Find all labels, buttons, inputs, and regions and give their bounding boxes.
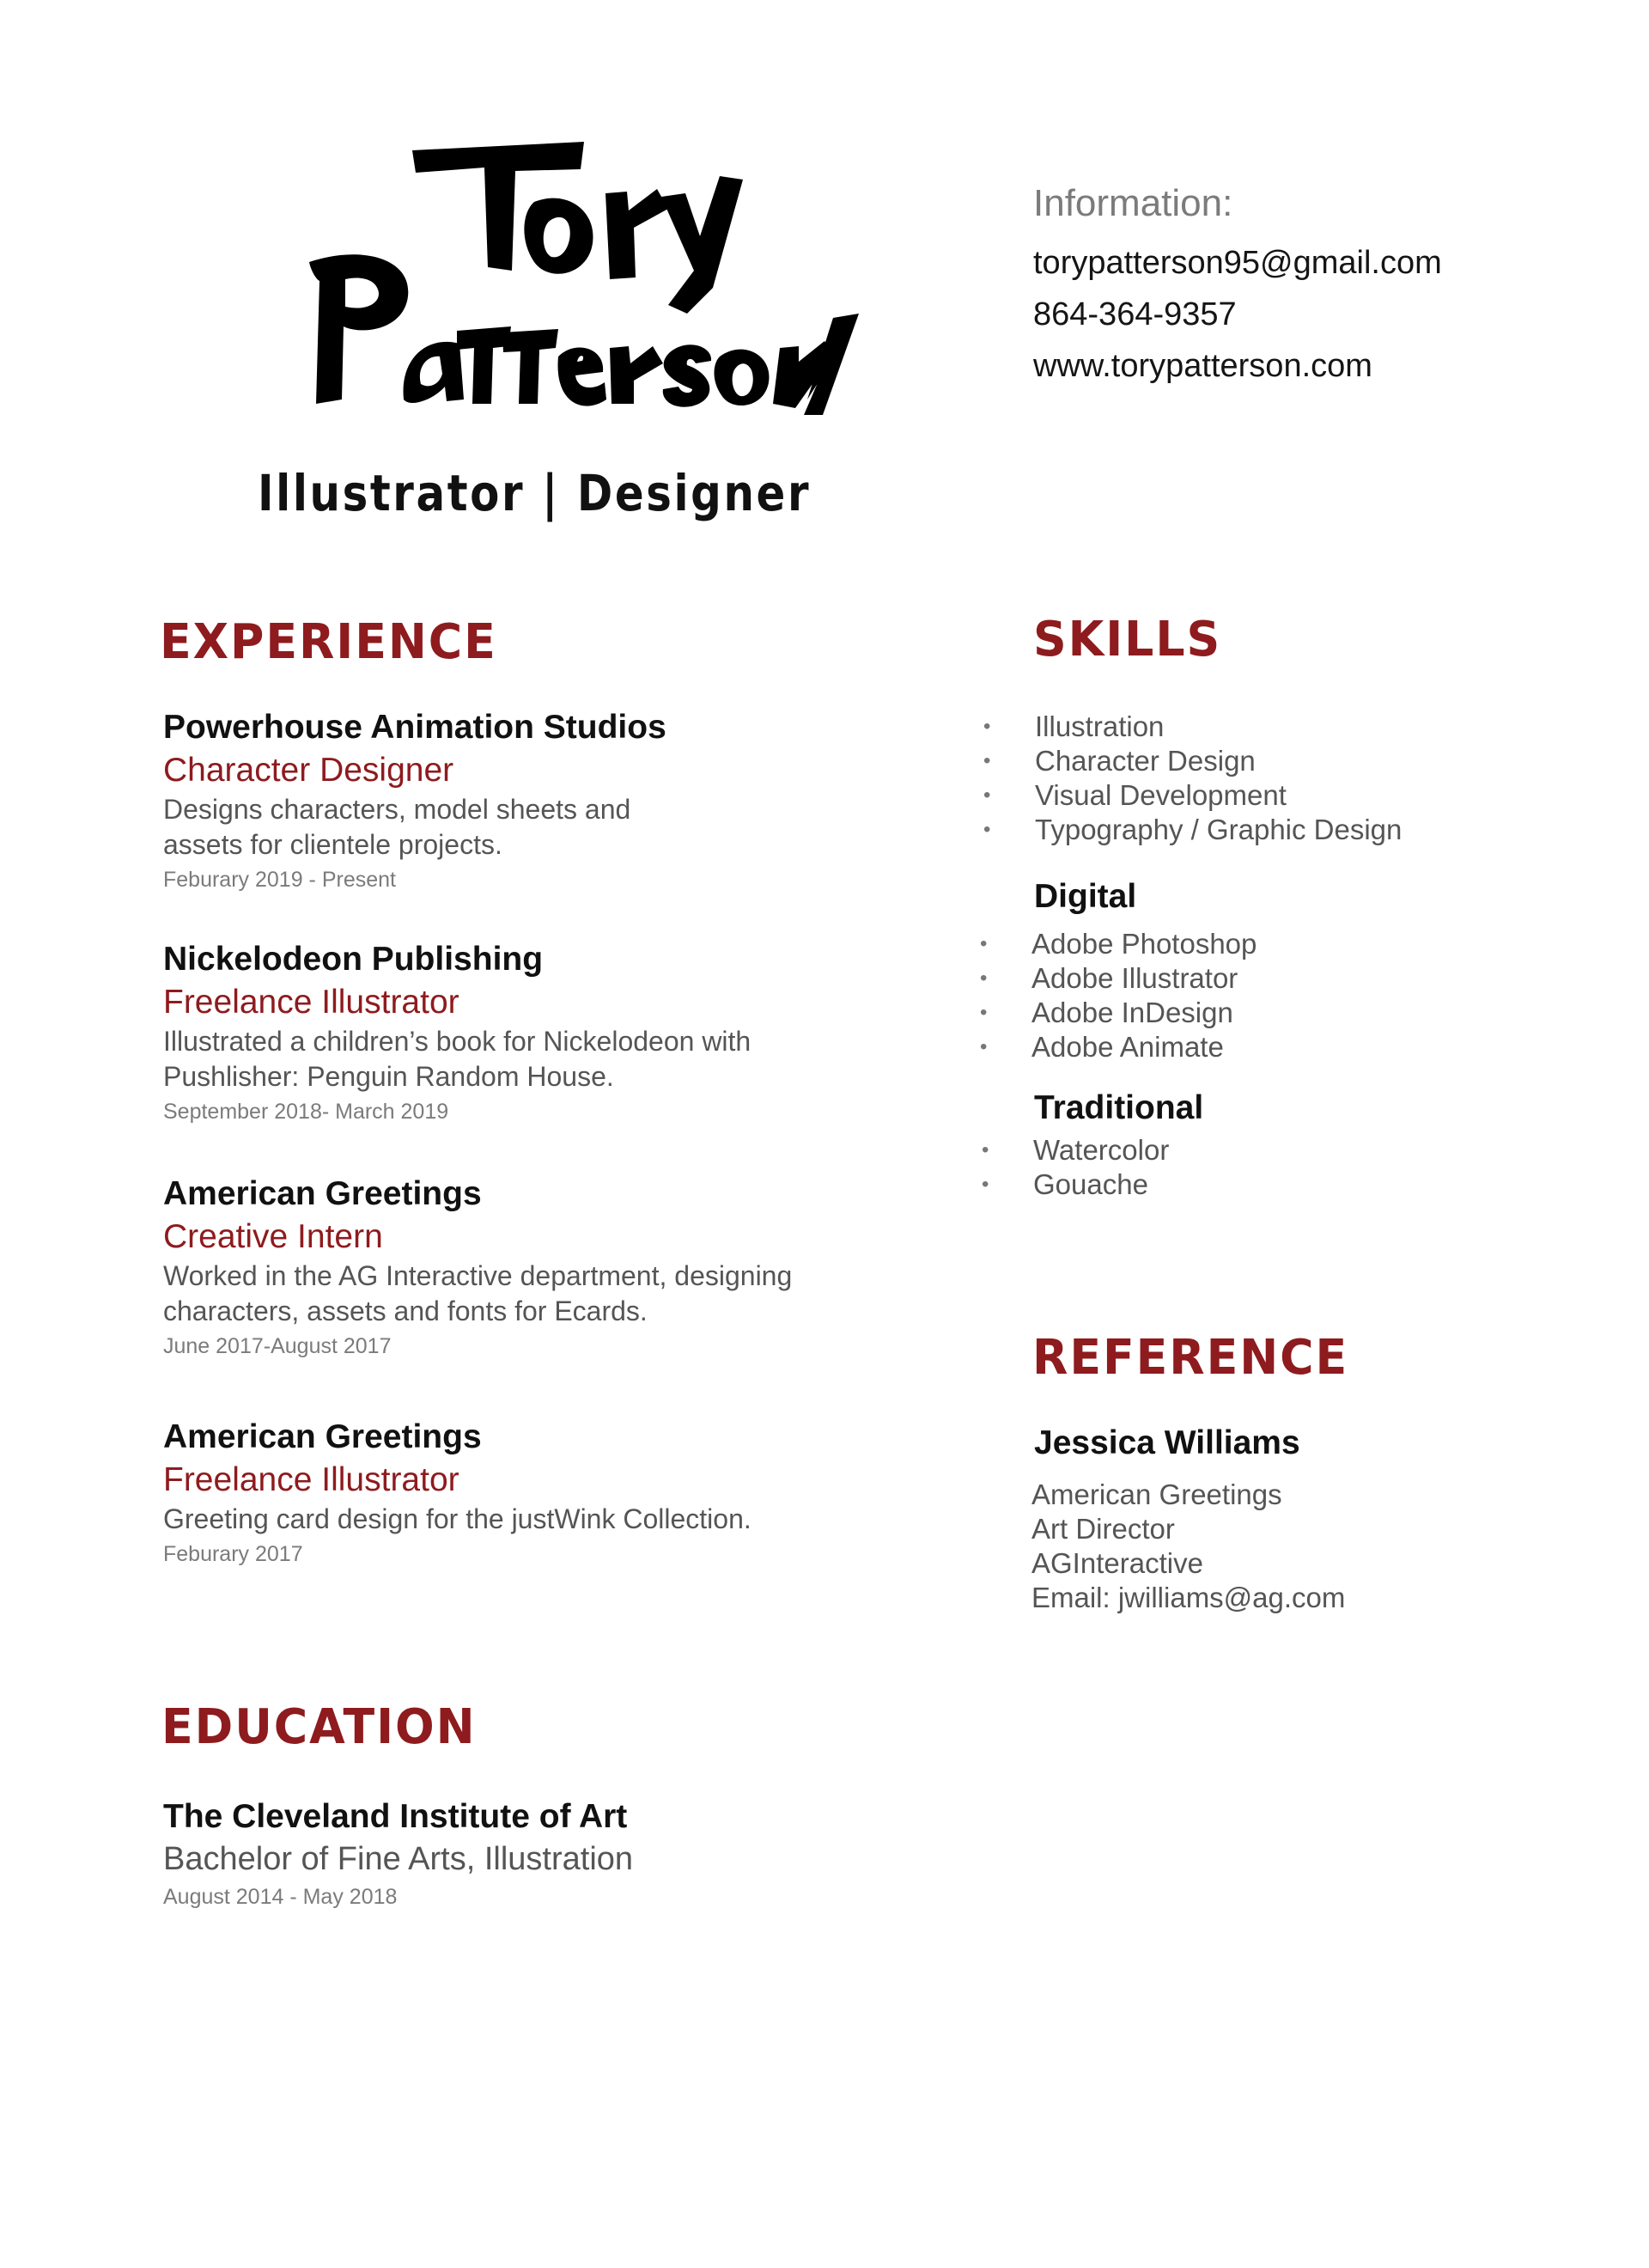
- education-heading: EDUCATION: [161, 1699, 477, 1755]
- job-company: American Greetings: [163, 1418, 482, 1455]
- skill-item: • Gouache: [982, 1168, 1169, 1202]
- job-date: Feburary 2019 - Present: [163, 868, 396, 892]
- education-date: August 2014 - May 2018: [163, 1885, 398, 1909]
- skills-general-list: [983, 710, 1402, 847]
- job-entry: [163, 938, 902, 1129]
- skill-item: • Adobe Photoshop: [980, 927, 1257, 961]
- skill-item: • Adobe Animate: [980, 1030, 1257, 1064]
- job-description-line: characters, assets and fonts for Ecards.: [163, 1296, 648, 1326]
- reference-name: Jessica Williams: [1034, 1424, 1300, 1461]
- website-link[interactable]: www.torypatterson.com: [1033, 348, 1372, 384]
- skill-item: • Typography / Graphic Design: [983, 813, 1402, 847]
- digital-subheading: Digital: [1034, 878, 1137, 915]
- skill-item: • Illustration: [983, 710, 1402, 744]
- job-description-line: Pushlisher: Penguin Random House.: [163, 1061, 614, 1092]
- contact-info: [1033, 182, 1442, 392]
- name-logo: [309, 142, 867, 434]
- skill-item: • Character Design: [983, 744, 1402, 778]
- job-company: Nickelodeon Publishing: [163, 941, 544, 978]
- job-role: Creative Intern: [163, 1218, 383, 1255]
- skill-item: • Adobe InDesign: [980, 996, 1257, 1030]
- info-label: Information:: [1033, 182, 1233, 224]
- job-description-line: Illustrated a children’s book for Nickelodeon with: [163, 1026, 751, 1057]
- skills-traditional-list: [982, 1133, 1169, 1202]
- reference-title: Art Director: [1031, 1513, 1175, 1545]
- reference-department: AGInteractive: [1031, 1547, 1203, 1579]
- job-role: Freelance Illustrator: [163, 1461, 459, 1498]
- job-date: June 2017-August 2017: [163, 1334, 392, 1358]
- skill-item: • Visual Development: [983, 778, 1402, 813]
- job-description-line: assets for clientele projects.: [163, 829, 502, 860]
- reference-company: American Greetings: [1031, 1478, 1282, 1510]
- tagline: Illustrator | Designer: [258, 464, 812, 522]
- education-school: The Cleveland Institute of Art: [163, 1798, 628, 1835]
- skill-item: • Watercolor: [982, 1133, 1169, 1168]
- skills-digital-list: [980, 927, 1257, 1064]
- job-role: Freelance Illustrator: [163, 984, 459, 1021]
- job-role: Character Designer: [163, 752, 454, 789]
- traditional-subheading: Traditional: [1034, 1089, 1204, 1126]
- phone-number: 864-364-9357: [1033, 296, 1237, 332]
- education-degree: Bachelor of Fine Arts, Illustration: [163, 1841, 634, 1877]
- reference-details: [1031, 1478, 1345, 1615]
- job-entry: [163, 1173, 902, 1363]
- email-link[interactable]: torypatterson95@gmail.com: [1033, 245, 1442, 281]
- experience-heading: EXPERIENCE: [160, 614, 497, 670]
- job-description-line: Designs characters, model sheets and: [163, 794, 631, 825]
- reference-heading: REFERENCE: [1032, 1330, 1349, 1386]
- job-company: American Greetings: [163, 1175, 482, 1212]
- logo-lettering-image: [309, 142, 867, 434]
- job-entry: [163, 1416, 902, 1571]
- skills-heading: SKILLS: [1033, 612, 1222, 668]
- job-date: September 2018- March 2019: [163, 1100, 449, 1124]
- job-date: Feburary 2017: [163, 1542, 303, 1566]
- job-company: Powerhouse Animation Studios: [163, 709, 666, 746]
- job-entry: [163, 706, 902, 897]
- skill-item: • Adobe Illustrator: [980, 961, 1257, 996]
- job-description-line: Greeting card design for the justWink Collection.: [163, 1503, 751, 1534]
- education-entry: [163, 1796, 902, 1914]
- reference-email[interactable]: Email: jwilliams@ag.com: [1031, 1582, 1346, 1613]
- job-description-line: Worked in the AG Interactive department, designing: [163, 1260, 793, 1291]
